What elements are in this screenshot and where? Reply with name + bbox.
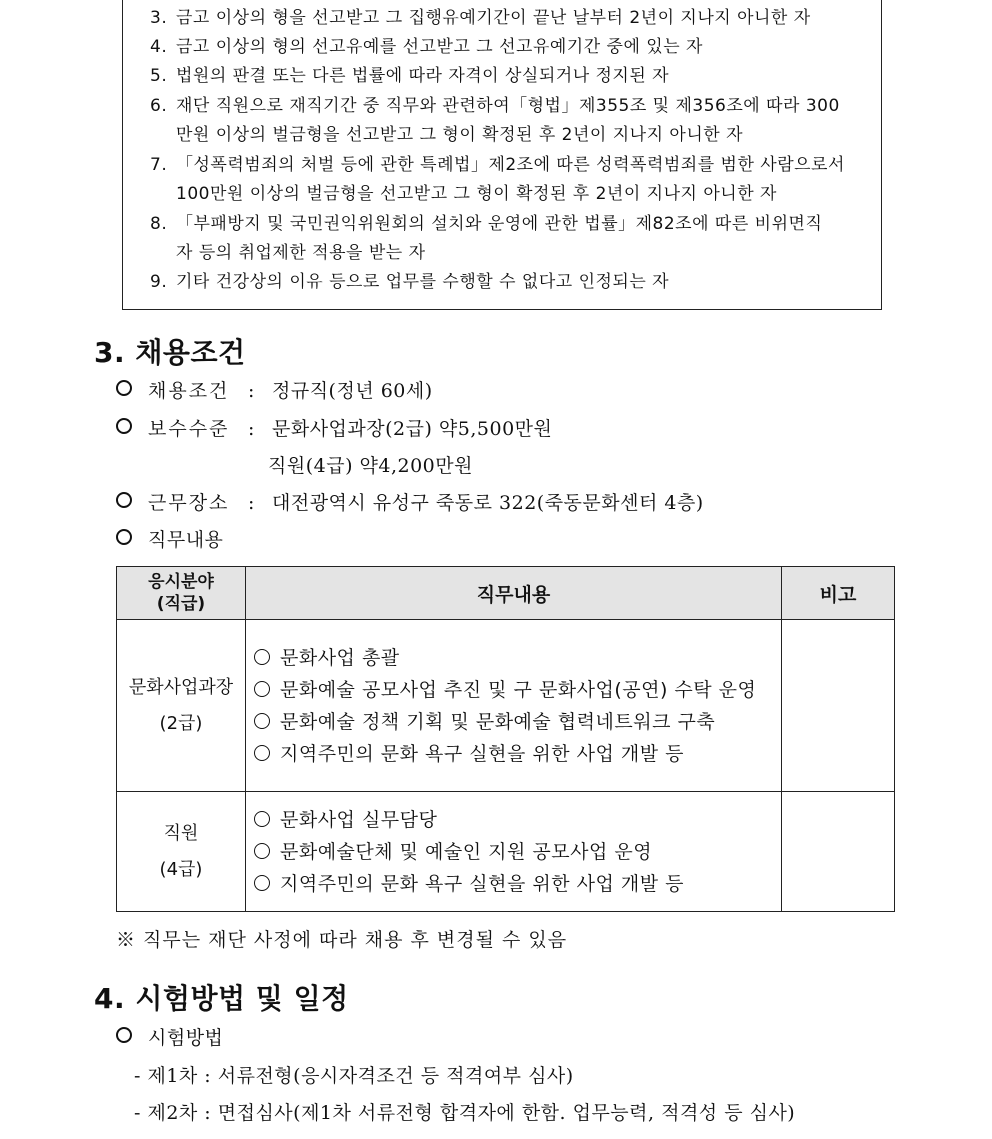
header-duty: 직무내용: [246, 567, 782, 620]
exam-stage-1: - 제1차 : 서류전형(응시자격조건 등 적격여부 심사): [134, 1065, 574, 1087]
circle-bullet-icon: [254, 811, 270, 827]
circle-bullet-icon: [116, 418, 132, 434]
section-title-employment: 3. 채용조건: [94, 336, 246, 369]
circle-bullet-icon: [254, 843, 270, 859]
disqualification-box: [122, 0, 882, 310]
employment-condition-line: 채용조건 : 정규직(정년 60세): [116, 376, 433, 403]
duty-item: 문화예술단체 및 예술인 지원 공모사업 운영: [254, 836, 781, 868]
salary-line: 보수수준 : 문화사업과장(2급) 약5,500만원: [116, 414, 552, 441]
work-location-line: 근무장소 : 대전광역시 유성구 죽동로 322(죽동문화센터 4층): [116, 488, 704, 515]
circle-bullet-icon: [254, 875, 270, 891]
circle-bullet-icon: [254, 713, 270, 729]
duty-item: 문화예술 공모사업 추진 및 구 문화사업(공연) 수탁 운영: [254, 674, 781, 706]
duty-item: 문화예술 정책 기획 및 문화예술 협력네트워크 구축: [254, 706, 781, 738]
duty-item: 지역주민의 문화 욕구 실현을 위한 사업 개발 등: [254, 738, 781, 770]
duty-table: [116, 566, 895, 912]
table-row: [117, 620, 895, 792]
duty-item: 지역주민의 문화 욕구 실현을 위한 사업 개발 등: [254, 868, 781, 900]
section-title-exam: 4. 시험방법 및 일정: [94, 982, 349, 1015]
list-item: 5. 법원의 판결 또는 다른 법률에 따라 자격이 상실되거나 정지된 자: [150, 66, 670, 86]
circle-bullet-icon: [116, 529, 132, 545]
salary-line-2: 직원(4급) 약4,200만원: [268, 455, 473, 477]
circle-bullet-icon: [116, 492, 132, 508]
list-item: 3. 금고 이상의 형을 선고받고 그 집행유예기간이 끝난 날부터 2년이 지나지 아니한 자: [150, 8, 811, 28]
remark-cell: [782, 620, 895, 792]
duty-note: ※ 직무는 재단 사정에 따라 채용 후 변경될 수 있음: [116, 929, 568, 951]
circle-bullet-icon: [116, 1027, 132, 1043]
field-cell: 문화사업과장 (2급): [117, 620, 246, 792]
table-row: [117, 792, 895, 912]
duty-cell: [246, 620, 782, 792]
list-item: 8. 「부패방지 및 국민권익위원회의 설치와 운영에 관한 법률」제82조에 따른 비위면직 자 등의 취업제한 적용을 받는 자: [150, 214, 823, 263]
duty-item: 문화사업 실무담당: [254, 804, 781, 836]
circle-bullet-icon: [116, 380, 132, 396]
list-item: 9. 기타 건강상의 이유 등으로 업무를 수행할 수 없다고 인정되는 자: [150, 272, 670, 292]
circle-bullet-icon: [254, 649, 270, 665]
list-item: 4. 금고 이상의 형의 선고유예를 선고받고 그 선고유예기간 중에 있는 자: [150, 37, 703, 57]
exam-method-line: 시험방법: [116, 1023, 223, 1050]
header-remark: 비고: [782, 567, 895, 620]
list-item: 7. 「성폭력범죄의 처벌 등에 관한 특례법」제2조에 따른 성력폭력범죄를 범한 사람으로서 100만원 이상의 벌금형을 선고받고 그 형이 확정된 후 2년이 지나지 아니한 자: [150, 155, 845, 204]
circle-bullet-icon: [254, 745, 270, 761]
duty-item: 문화사업 총괄: [254, 642, 781, 674]
field-cell: 직원 (4급): [117, 792, 246, 912]
header-field: 응시분야 (직급): [117, 567, 246, 620]
exam-stage-2: - 제2차 : 면접심사(제1차 서류전형 합격자에 한함. 업무능력, 적격성 등 심사): [134, 1102, 796, 1124]
duty-cell: [246, 792, 782, 912]
list-item: 6. 재단 직원으로 재직기간 중 직무와 관련하여「형법」제355조 및 제356조에 따라 300 만원 이상의 벌금형을 선고받고 그 형이 확정된 후 2년이 지나지 아니한 자: [150, 96, 840, 145]
circle-bullet-icon: [254, 681, 270, 697]
table-header-row: [117, 567, 895, 620]
remark-cell: [782, 792, 895, 912]
duty-heading-line: 직무내용: [116, 525, 223, 552]
